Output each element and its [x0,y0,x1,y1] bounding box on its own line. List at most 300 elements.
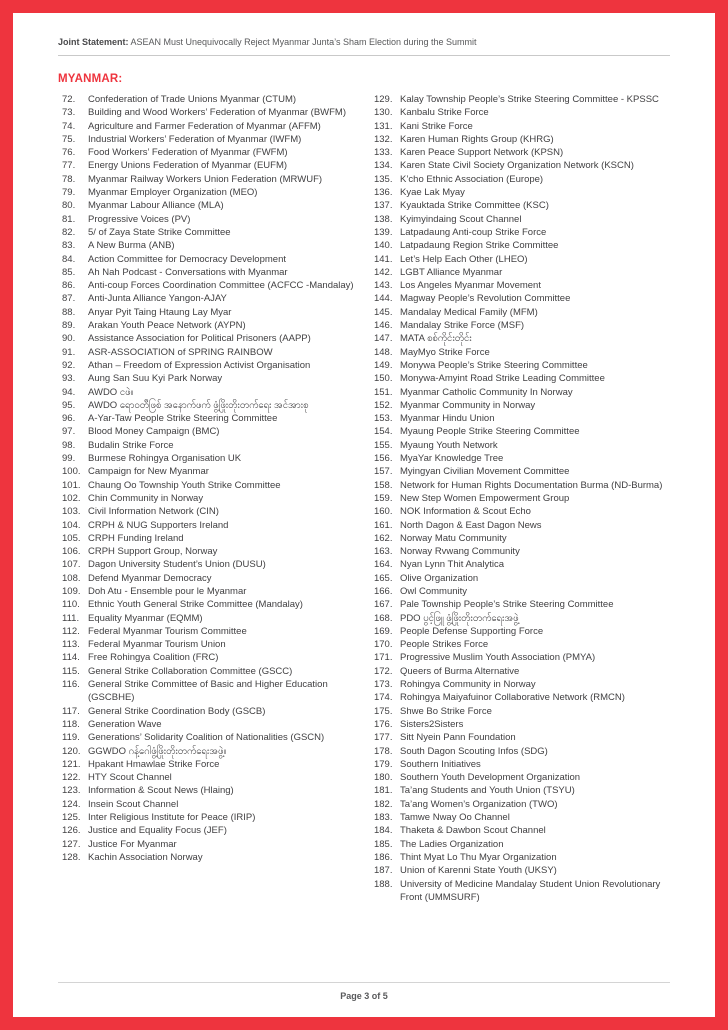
page-content [13,37,715,904]
item-number: 99. [62,453,76,465]
list-item [62,585,362,598]
list-item [62,399,362,412]
item-text: Civil Information Network (CIN) [88,506,219,518]
item-number: 111. [62,612,80,624]
item-text: A-Yar-Taw People Strike Steering Committee [88,413,278,425]
item-number: 135. [373,173,393,185]
list-item [62,638,362,651]
list-item [62,545,362,558]
item-text: Ta’ang Women’s Organization (TWO) [399,798,558,810]
item-text: CRPH Support Group, Norway [88,546,218,558]
item-number: 84. [62,253,76,265]
list-item [374,651,670,664]
item-text: Sisters2Sisters [399,718,464,730]
item-text: Anyar Pyit Taing Htaung Lay Myar [88,306,232,318]
document-header [58,37,670,56]
item-text: MyaYar Knowledge Tree [399,453,504,465]
item-number: 124. [62,798,81,810]
list-item [374,332,670,345]
list-item [62,226,362,239]
list-item [374,558,670,571]
list-item [374,266,670,279]
item-text: Myaung People Strike Steering Committee [399,426,580,438]
item-number: 168. [373,612,393,624]
item-text: LGBT Alliance Myanmar [399,266,503,278]
item-text: Hpakant Hmawlae Strike Force [88,758,220,770]
item-number: 129. [373,94,393,105]
item-text: Pale Township People’s Strike Steering Committee [399,599,614,611]
item-number: 145. [373,306,393,318]
list-item [62,106,362,119]
item-text: Ta’ang Students and Youth Union (TSYU) [399,785,575,797]
item-number: 76. [62,147,76,159]
item-number: 179. [373,758,393,770]
item-number: 158. [373,479,393,491]
list-item [374,798,670,811]
list-item [62,492,362,505]
item-text: Southern Youth Development Organization [399,772,581,784]
item-number: 187. [373,865,393,877]
list-item [62,213,362,226]
list-item [62,665,362,678]
item-number: 132. [373,133,393,145]
list-column-left [62,93,362,904]
item-text: Insein Scout Channel [88,798,179,810]
list-item [62,651,362,664]
list-item [62,412,362,425]
item-text: Action Committee for Democracy Development [88,253,286,265]
item-number: 95. [62,399,76,411]
item-text: Aung San Suu Kyi Park Norway [88,373,223,385]
list-item [374,638,670,651]
item-number: 122. [62,772,81,784]
item-number: 143. [373,280,393,292]
item-number: 127. [62,838,81,850]
item-number: 74. [62,120,76,132]
list-item [374,239,670,252]
list-item [62,771,362,784]
item-text: People Strikes Force [399,639,489,651]
list-item [62,731,362,744]
item-number: 141. [373,253,393,265]
item-text: AWDO ရောဝတီဖြစ် အနောက်ဖက် ဖွံ့ဖြိုးတိုးတက်ရေး အင်အားစု [88,399,309,411]
item-number: 80. [62,200,76,212]
item-text: Myingyan Civilian Movement Committee [399,466,570,478]
item-text: Myanmar Labour Alliance (MLA) [88,200,224,212]
list-item [62,532,362,545]
item-number: 72. [62,94,76,105]
item-text: Union of Karenni State Youth (UKSY) [399,865,557,877]
item-number: 83. [62,240,76,252]
item-text: Blood Money Campaign (BMC) [88,426,220,438]
item-text: Kalay Township People’s Strike Steering Committee - KPSSC [399,94,659,105]
list-item [62,798,362,811]
item-text: Ethnic Youth General Strike Committee (Mandalay) [88,599,303,611]
list-item [62,292,362,305]
item-number: 78. [62,173,76,185]
item-number: 130. [373,107,393,119]
item-text: Nyan Lynn Thit Analytica [399,559,505,571]
item-number: 77. [62,160,76,172]
item-number: 123. [62,785,81,797]
item-text: Kyauktada Strike Committee (KSC) [399,200,549,212]
item-text: Kyae Lak Myay [399,187,465,199]
item-text: Kani Strike Force [399,120,473,132]
item-number: 136. [373,187,393,199]
document-footer [58,982,670,1001]
item-number: 162. [373,532,393,544]
list-item [374,864,670,877]
item-text: Magway People’s Revolution Committee [399,293,571,305]
item-text: CRPH Funding Ireland [88,532,184,544]
item-number: 146. [373,320,393,332]
list-item [374,745,670,758]
item-text: Anti-Junta Alliance Yangon-AJAY [88,293,227,305]
list-item [374,505,670,518]
item-text: Justice For Myanmar [88,838,177,850]
list-item [374,718,670,731]
item-number: 118. [62,718,80,730]
item-text: Progressive Voices (PV) [88,213,191,225]
item-text: Budalin Strike Force [88,439,174,451]
list-item [374,545,670,558]
item-text: Inter Religious Institute for Peace (IRIP) [88,812,256,824]
item-number: 171. [373,652,393,664]
item-number: 153. [373,413,393,425]
list-item [62,133,362,146]
list-item [62,306,362,319]
item-number: 181. [373,785,393,797]
item-text: NOK Information & Scout Echo [399,506,531,518]
item-number: 186. [373,851,393,863]
item-text: Myaung Youth Network [399,439,498,451]
item-text: New Step Women Empowerment Group [399,492,570,504]
list-item [62,359,362,372]
item-number: 85. [62,266,76,278]
item-text: Generations’ Solidarity Coalition of Nationalities (GSCN) [88,732,325,744]
page-indicator: Page 3 of 5 [340,991,388,1001]
item-number: 182. [373,798,393,810]
item-number: 152. [373,399,393,411]
item-text: Karen Human Rights Group (KHRG) [399,133,554,145]
list-item [374,705,670,718]
item-text: Federal Myanmar Tourism Union [88,639,226,651]
list-item [374,412,670,425]
list-item [374,452,670,465]
list-item [374,186,670,199]
item-text: Queers of Burma Alternative [399,665,520,677]
item-number: 79. [62,187,76,199]
item-text: Defend Myanmar Democracy [88,572,212,584]
item-number: 183. [373,812,393,824]
list-item [62,279,362,292]
list-item [374,625,670,638]
item-number: 166. [373,585,393,597]
item-number: 110. [62,599,80,611]
item-text: General Strike Coordination Body (GSCB) [88,705,266,717]
item-number: 180. [373,772,393,784]
item-text: AWDO ငဖဲ။ [88,386,134,398]
item-number: 137. [373,200,393,212]
item-number: 125. [62,812,81,824]
item-text: Latpadaung Anti-coup Strike Force [399,226,547,238]
item-text: HTY Scout Channel [88,772,172,784]
item-text: Myanmar Hindu Union [399,413,495,425]
list-item [374,585,670,598]
item-number: 87. [62,293,76,305]
list-item [374,213,670,226]
item-number: 140. [373,240,393,252]
item-text: Agriculture and Farmer Federation of Myanmar (AFFM) [88,120,321,132]
item-text: Tamwe Nway Oo Channel [399,812,510,824]
item-text: Food Workers’ Federation of Myanmar (FWFM) [88,147,288,159]
item-text: Chaung Oo Township Youth Strike Committee [88,479,281,491]
list-item [62,612,362,625]
item-text: Industrial Workers’ Federation of Myanmar (IWFM) [88,133,302,145]
list-item [62,745,362,758]
item-number: 172. [373,665,393,677]
item-number: 109. [62,585,81,597]
item-number: 89. [62,320,76,332]
item-number: 121. [62,758,81,770]
item-text: Shwe Bo Strike Force [399,705,492,717]
list-item [374,226,670,239]
list-item [374,306,670,319]
item-number: 144. [373,293,393,305]
list-item [374,292,670,305]
list-item [374,479,670,492]
list-item [62,465,362,478]
item-text: General Strike Collaboration Committee (GSCC) [88,665,293,677]
item-number: 88. [62,306,76,318]
item-text: Kanbalu Strike Force [399,107,489,119]
item-number: 169. [373,625,393,637]
item-number: 97. [62,426,76,438]
item-number: 147. [373,333,393,345]
list-item [62,239,362,252]
list-item [62,253,362,266]
item-text: PDO ပွင့်ဖြူ ဖွံ့ဖြိုးတိုးတက်ရေးအဖွဲ့ [399,612,519,624]
list-item [374,106,670,119]
item-number: 73. [62,107,76,119]
list-item [374,399,670,412]
item-number: 150. [373,373,393,385]
item-text: Arakan Youth Peace Network (AYPN) [88,320,246,332]
list-item [374,346,670,359]
item-number: 157. [373,466,393,478]
item-number: 151. [373,386,393,398]
item-text: General Strike Committee of Basic and Higher Education (GSCBHE) [88,679,328,704]
list-column-right [374,93,670,904]
list-item [62,784,362,797]
list-item [374,572,670,585]
list-item [374,319,670,332]
list-item [62,425,362,438]
item-number: 86. [62,280,76,292]
list-item [62,519,362,532]
item-number: 82. [62,226,76,238]
item-number: 106. [62,546,81,558]
item-text: Monywa-Amyint Road Strike Leading Committee [399,373,605,385]
list-item [62,851,362,864]
item-number: 160. [373,506,393,518]
list-item [374,851,670,864]
item-number: 92. [62,359,76,371]
item-text: Norway Matu Community [399,532,507,544]
item-text: Latpadaung Region Strike Committee [399,240,559,252]
item-text: University of Medicine Mandalay Student Union Revolutionary Front (UMMSURF) [399,878,661,903]
list-item [374,665,670,678]
item-text: Building and Wood Workers’ Federation of Myanmar (BWFM) [88,107,346,119]
list-item [374,159,670,172]
list-item [62,625,362,638]
item-number: 112. [62,625,80,637]
item-text: Dagon University Student’s Union (DUSU) [88,559,266,571]
item-text: 5/ of Zaya State Strike Committee [88,226,231,238]
item-number: 175. [373,705,393,717]
item-text: Karen Peace Support Network (KPSN) [399,147,564,159]
item-number: 115. [62,665,80,677]
item-number: 155. [373,439,393,451]
item-text: Information & Scout News (Hlaing) [88,785,234,797]
item-number: 119. [62,732,80,744]
list-item [374,532,670,545]
item-number: 100. [62,466,81,478]
item-number: 188. [373,878,393,890]
item-text: Assistance Association for Political Prisoners (AAPP) [88,333,311,345]
list-item [374,120,670,133]
list-item [62,346,362,359]
item-number: 156. [373,453,393,465]
item-text: Sitt Nyein Pann Foundation [399,732,516,744]
item-text: North Dagon & East Dagon News [399,519,542,531]
item-text: People Defense Supporting Force [399,625,544,637]
list-item [62,572,362,585]
item-number: 104. [62,519,81,531]
list-item [374,199,670,212]
item-text: K’cho Ethnic Association (Europe) [399,173,544,185]
list-item [374,691,670,704]
item-text: Campaign for New Myanmar [88,466,209,478]
item-number: 113. [62,639,80,651]
item-text: Kyimyindaing Scout Channel [399,213,522,225]
item-text: Ah Nah Podcast - Conversations with Myanmar [88,266,288,278]
section-heading-myanmar: MYANMAR: [58,73,123,85]
item-text: The Ladies Organization [399,838,504,850]
list-item [374,279,670,292]
list-item [62,758,362,771]
list-item [62,372,362,385]
item-text: Kachin Association Norway [88,851,203,863]
item-text: Myanmar Railway Workers Union Federation (MRWUF) [88,173,323,185]
item-number: 120. [62,745,81,757]
item-number: 167. [373,599,393,611]
list-item [374,612,670,625]
item-number: 133. [373,147,393,159]
list-item [374,359,670,372]
list-item [62,332,362,345]
item-text: A New Burma (ANB) [88,240,175,252]
item-text: Karen State Civil Society Organization Network (KSCN) [399,160,634,172]
item-text: South Dagon Scouting Infos (SDG) [399,745,548,757]
list-item [62,479,362,492]
item-text: MATA စစ်ကိုင်းတိုင်း [399,333,472,345]
item-text: Confederation of Trade Unions Myanmar (CTUM) [88,94,297,105]
list-item [62,838,362,851]
list-item [374,678,670,691]
item-text: Southern Initiatives [399,758,481,770]
item-text: Network for Human Rights Documentation Burma (ND-Burma) [399,479,663,491]
item-number: 178. [373,745,393,757]
item-text: Burmese Rohingya Organisation UK [88,453,242,465]
list-item [374,838,670,851]
item-number: 98. [62,439,76,451]
item-text: Anti-coup Forces Coordination Committee (ACFCC -Mandalay) [88,280,354,292]
item-number: 128. [62,851,81,863]
item-number: 174. [373,692,393,704]
list-item [62,93,362,106]
item-number: 184. [373,825,393,837]
item-number: 161. [373,519,393,531]
item-number: 154. [373,426,393,438]
list-item [62,718,362,731]
item-text: Myanmar Employer Organization (MEO) [88,187,258,199]
item-number: 81. [62,213,76,225]
item-text: Rohingya Maiyafuinor Collaborative Network (RMCN) [399,692,625,704]
item-number: 75. [62,133,76,145]
item-text: Doh Atu - Ensemble pour le Myanmar [88,585,247,597]
list-item [374,771,670,784]
list-item [374,731,670,744]
item-text: Los Angeles Myanmar Movement [399,280,541,292]
item-text: Athan – Freedom of Expression Activist Organisation [88,359,311,371]
list-item [62,705,362,718]
list-item [62,199,362,212]
item-text: Mandalay Medical Family (MFM) [399,306,538,318]
item-text: Equality Myanmar (EQMM) [88,612,203,624]
list-item [374,784,670,797]
item-text: Chin Community in Norway [88,492,204,504]
item-number: 185. [373,838,393,850]
item-number: 114. [62,652,80,664]
item-text: CRPH & NUG Supporters Ireland [88,519,229,531]
item-number: 163. [373,546,393,558]
item-number: 173. [373,679,393,691]
item-number: 91. [62,346,76,358]
item-number: 102. [62,492,81,504]
list-item [374,519,670,532]
item-text: Thint Myat Lo Thu Myar Organization [399,851,557,863]
list-item [374,425,670,438]
list-item [62,186,362,199]
list-item [374,133,670,146]
item-number: 93. [62,373,76,385]
list-item [374,811,670,824]
item-number: 90. [62,333,76,345]
list-item [374,386,670,399]
list-item [374,878,670,905]
item-number: 176. [373,718,393,730]
item-number: 149. [373,359,393,371]
item-text: Olive Organization [399,572,479,584]
item-number: 105. [62,532,81,544]
item-text: Monywa People’s Strike Steering Committee [399,359,588,371]
item-text: Energy Unions Federation of Myanmar (EUFM) [88,160,288,172]
item-number: 94. [62,386,76,398]
list-item [374,93,670,106]
list-item [62,452,362,465]
item-number: 139. [373,226,393,238]
